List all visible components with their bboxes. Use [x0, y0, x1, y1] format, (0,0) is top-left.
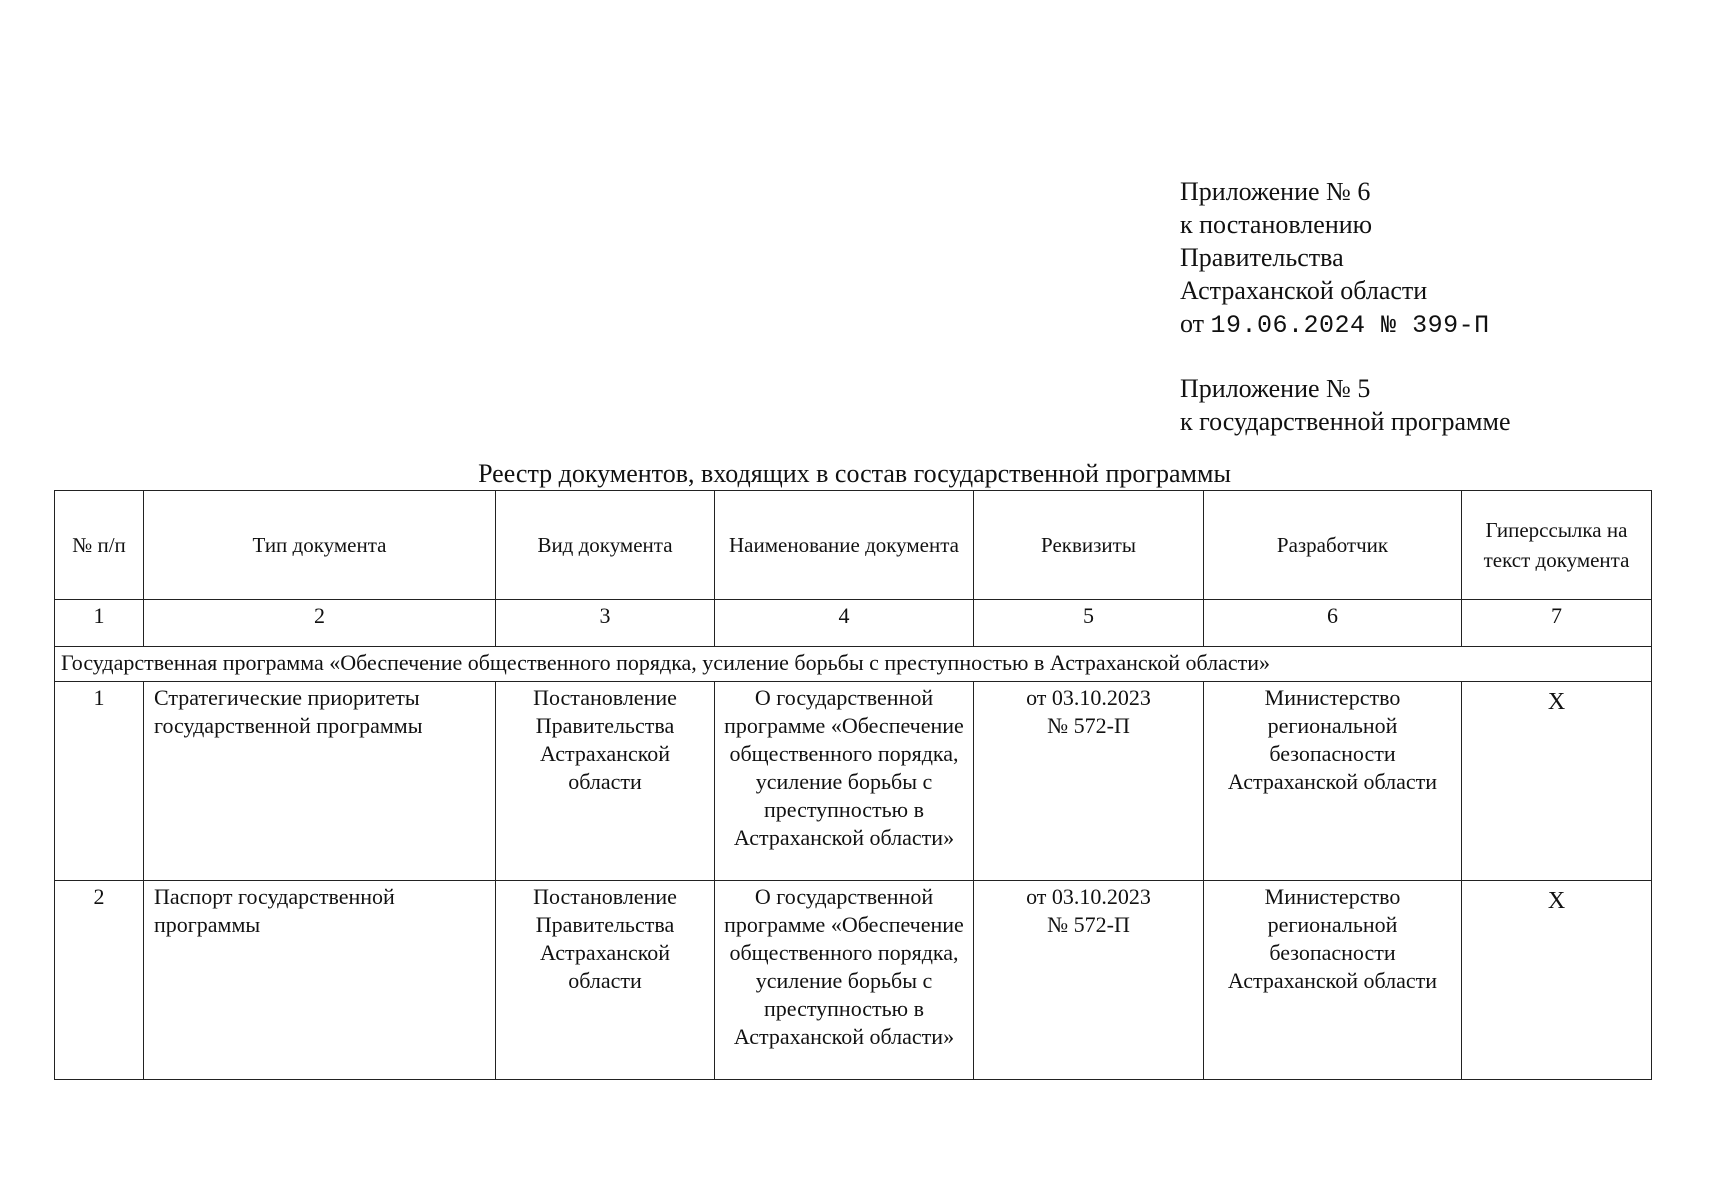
row-doc-type: Стратегические приоритеты государственной программы [144, 682, 496, 881]
row-details-date: от 03.10.2023 [1026, 685, 1151, 710]
appendix-6-region: Астраханской области [1180, 276, 1428, 305]
row-doc-name: О государственной программе «Обеспечение общественного порядка, усиление борьбы с преступностью в Астраханской области» [715, 682, 974, 881]
column-number: 7 [1462, 600, 1652, 647]
row-hyperlink: Х [1462, 682, 1652, 881]
appendix-6-header [1180, 175, 1490, 342]
column-number: 5 [974, 600, 1204, 647]
column-number: 6 [1204, 600, 1462, 647]
header-number: № п/п [55, 491, 144, 600]
table-row [55, 682, 1652, 881]
row-number: 1 [55, 682, 144, 881]
row-details [974, 881, 1204, 1080]
document-registry-table [54, 490, 1652, 1080]
header-hyperlink: Гиперссылка на текст документа [1462, 491, 1652, 600]
appendix-6-date-prefix: от [1180, 309, 1205, 338]
column-number: 1 [55, 600, 144, 647]
registry-title: Реестр документов, входящих в состав государственной программы [478, 459, 1231, 488]
header-doc-type: Тип документа [144, 491, 496, 600]
column-number: 2 [144, 600, 496, 647]
appendix-5-to-program: к государственной программе [1180, 407, 1511, 436]
column-number: 3 [496, 600, 715, 647]
column-number: 4 [715, 600, 974, 647]
row-details-number: № 572-П [1047, 912, 1130, 937]
table-row [55, 881, 1652, 1080]
header-developer: Разработчик [1204, 491, 1462, 600]
appendix-6-number: Приложение № 6 [1180, 177, 1371, 206]
program-title: Государственная программа «Обеспечение общественного порядка, усиление борьбы с преступностью в Астраханской области» [55, 647, 1652, 682]
appendix-5-number: Приложение № 5 [1180, 374, 1371, 403]
row-doc-name: О государственной программе «Обеспечение общественного порядка, усиление борьбы с преступностью в Астраханской области» [715, 881, 974, 1080]
appendix-6-to-resolution: к постановлению [1180, 210, 1373, 239]
appendix-6-date-value: 19.06.2024 № 399-П [1210, 311, 1490, 340]
row-doc-type: Паспорт государственной программы [144, 881, 496, 1080]
column-number-row [55, 600, 1652, 647]
appendix-6-government: Правительства [1180, 243, 1344, 272]
row-details [974, 682, 1204, 881]
header-doc-kind: Вид документа [496, 491, 715, 600]
row-details-number: № 572-П [1047, 713, 1130, 738]
row-number: 2 [55, 881, 144, 1080]
row-developer: Министерство региональной безопасности Астраханской области [1204, 682, 1462, 881]
row-doc-kind: Постановление Правительства Астраханской области [496, 881, 715, 1080]
row-details-date: от 03.10.2023 [1026, 884, 1151, 909]
table-header-row [55, 491, 1652, 600]
header-doc-name: Наименование документа [715, 491, 974, 600]
appendix-5-header [1180, 372, 1511, 438]
appendix-6-date-line [1180, 307, 1490, 342]
program-row [55, 647, 1652, 682]
header-details: Реквизиты [974, 491, 1204, 600]
row-doc-kind: Постановление Правительства Астраханской области [496, 682, 715, 881]
row-developer: Министерство региональной безопасности Астраханской области [1204, 881, 1462, 1080]
row-hyperlink: Х [1462, 881, 1652, 1080]
